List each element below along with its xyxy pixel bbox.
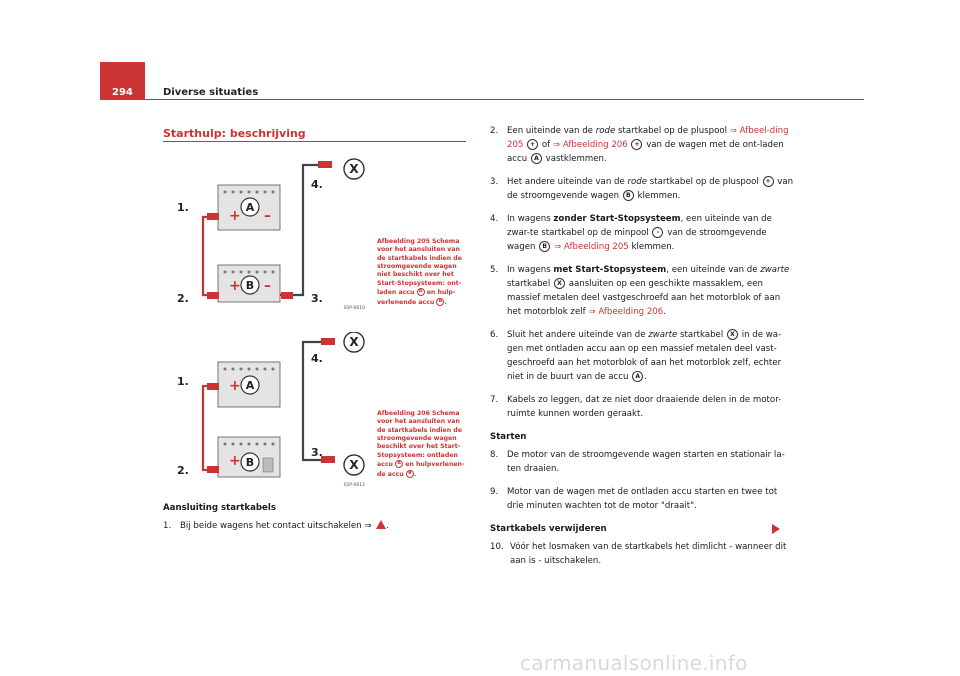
clamp-3 xyxy=(321,456,335,463)
step-3: 3. xyxy=(311,292,323,305)
badge-b: B xyxy=(623,190,634,201)
text: startkabel xyxy=(507,279,551,289)
badge-x: X xyxy=(554,278,565,289)
section-rule xyxy=(163,141,466,142)
minus-b: – xyxy=(264,278,271,294)
figure-link-206[interactable]: ⇒ Afbeelding 206 xyxy=(552,140,628,150)
list-item-2 xyxy=(490,124,795,166)
bold-text: met Start-Stopsysteem xyxy=(553,265,667,275)
item-text: Vóór het losmaken van de startkabels het dimlicht - wanneer dit aan is - uitschakelen. xyxy=(510,542,787,566)
plus-a: + xyxy=(229,208,241,224)
badge-a: A xyxy=(632,371,643,382)
caption-badge-a: A xyxy=(417,288,425,296)
item-number: 10. xyxy=(490,542,504,552)
badge-x-bottom: X xyxy=(349,458,359,472)
text: , een uiteinde van de zwar-te startkabel op de minpool xyxy=(507,214,772,238)
list-item-10 xyxy=(490,540,795,568)
plus-b: + xyxy=(229,453,241,469)
section-title: Starthulp: beschrijving xyxy=(163,127,306,140)
step-4: 4. xyxy=(311,352,323,365)
badge-x: X xyxy=(727,329,738,340)
emphasis: rode xyxy=(595,126,616,136)
clamp-4 xyxy=(321,338,335,345)
item-number: 6. xyxy=(490,330,499,340)
item-number: 4. xyxy=(490,214,499,224)
figure-code: S5P-0610 xyxy=(343,306,365,311)
plus-badge: + xyxy=(631,139,642,150)
step-2: 2. xyxy=(177,292,189,305)
text: , een uiteinde van de xyxy=(666,265,758,275)
caption-prefix: Afbeelding 205 xyxy=(377,238,430,245)
badge-x-top: X xyxy=(349,335,359,349)
minus-a: – xyxy=(264,208,271,224)
caption-prefix: Afbeelding 206 xyxy=(377,410,430,417)
plus-badge: + xyxy=(763,176,774,187)
item-number: 5. xyxy=(490,265,499,275)
item-number: 8. xyxy=(490,450,499,460)
step-4: 4. xyxy=(311,178,323,191)
text: van de stroomgevende wagen xyxy=(507,228,767,252)
badge-a: A xyxy=(245,379,255,392)
text: Het andere uiteinde van de xyxy=(507,177,625,187)
step-1: 1. xyxy=(177,201,189,214)
text: van de stroomgevende wagen xyxy=(507,177,794,201)
text: startkabel xyxy=(679,330,724,340)
caption-badge-a: A xyxy=(395,460,403,468)
emphasis: zwarte xyxy=(648,330,678,340)
clamp-1 xyxy=(207,213,219,220)
step-2: 2. xyxy=(177,464,189,477)
caption-206 xyxy=(377,410,467,479)
figure-link-205[interactable]: ⇒ Afbeel-ding 205 xyxy=(507,126,789,150)
text: In wagens xyxy=(507,214,551,224)
caption-text: Schema voor het aansluiten van de startkabels indien de stroomgevende wagen beschikt over het Start-Stopsysteem: ontladen accu xyxy=(377,410,462,469)
text: klemmen. xyxy=(631,242,675,252)
text: . xyxy=(644,372,647,382)
list-item-5 xyxy=(490,263,795,319)
text: . xyxy=(663,307,666,317)
text: Een uiteinde van de xyxy=(507,126,593,136)
caption-badge-b: B xyxy=(436,298,444,306)
minus-badge: - xyxy=(652,227,663,238)
item-number: 3. xyxy=(490,177,499,187)
plus-a: + xyxy=(229,378,241,394)
item-number: 2. xyxy=(490,126,499,136)
watermark: carmanualsonline.info xyxy=(520,651,748,675)
item-number: 7. xyxy=(490,395,499,405)
badge-a: A xyxy=(531,153,542,164)
list-item-1: 1. Bij beide wagens het contact uitschakelen ⇒ . xyxy=(163,521,390,531)
list-item-8 xyxy=(490,448,795,476)
clamp-4 xyxy=(318,161,332,168)
clamp-1 xyxy=(207,383,219,390)
text: vastklemmen. xyxy=(545,154,607,164)
text: startkabel op de pluspool xyxy=(649,177,759,187)
step-3: 3. xyxy=(311,446,323,459)
emphasis: rode xyxy=(627,177,648,187)
figure-206-diagram xyxy=(163,332,368,489)
figure-205 xyxy=(163,155,368,312)
clamp-2 xyxy=(207,292,219,299)
subheading-connect: Aansluiting startkabels xyxy=(163,503,276,513)
figure-link-206[interactable]: ⇒ Afbeelding 206 xyxy=(588,307,664,317)
running-header: Diverse situaties xyxy=(163,87,259,98)
text: klemmen. xyxy=(637,191,681,201)
item-text: Bij beide wagens het contact uitschakelen ⇒ xyxy=(180,521,372,531)
warning-icon[interactable] xyxy=(376,520,386,529)
plus-badge: + xyxy=(527,139,538,150)
text: in de wa-gen met ontladen accu aan op een massief metalen deel vast-geschroefd aan het motorblok of aan het motorblok zelf, echter niet in de buurt van de accu xyxy=(507,330,782,382)
header-rule xyxy=(100,99,864,100)
left-column xyxy=(163,501,463,542)
list-item-9 xyxy=(490,485,795,513)
badge-b: B xyxy=(539,241,550,252)
figure-link-205[interactable]: ⇒ Afbeelding 205 xyxy=(553,242,629,252)
bold-text: zonder Start-Stopsysteem xyxy=(553,214,681,224)
plus-b: + xyxy=(229,278,241,294)
badge-b: B xyxy=(245,279,255,292)
item-text: Kabels zo leggen, dat ze niet door draaiende delen in de motor-ruimte kunnen worden geraakt. xyxy=(507,395,782,419)
caption-end: . xyxy=(413,470,417,478)
badge-x: X xyxy=(349,162,359,176)
caption-text: Schema voor het aansluiten van de startkabels indien de stroomgevende wagen niet beschikt over het Start-Stopsysteem: ont-laden accu xyxy=(377,238,462,297)
item-number: 1. xyxy=(163,521,172,531)
caption-badge-b: B xyxy=(406,470,414,478)
list-item-4 xyxy=(490,212,795,254)
figure-code: S5P-0612 xyxy=(343,483,365,488)
subheading-start: Starten xyxy=(490,432,527,442)
clamp-3 xyxy=(281,292,293,299)
emphasis: zwarte xyxy=(760,265,790,275)
text: of xyxy=(541,140,551,150)
clamp-2 xyxy=(207,466,219,473)
page-number: 294 xyxy=(112,87,133,98)
item-text: Motor van de wagen met de ontladen accu starten en twee tot drie minuten wachten tot de motor "draait". xyxy=(507,487,778,511)
step-1: 1. xyxy=(177,375,189,388)
right-column xyxy=(490,124,795,577)
item-number: 9. xyxy=(490,487,499,497)
caption-205 xyxy=(377,238,467,307)
text: Sluit het andere uiteinde van de xyxy=(507,330,646,340)
text: aansluiten op een geschikte massaklem, een massief metalen deel vastgeschroefd aan het motorblok of aan het motorblok zelf xyxy=(507,279,781,317)
text: startkabel op de pluspool xyxy=(617,126,727,136)
list-item-7 xyxy=(490,393,795,421)
list-item-6 xyxy=(490,328,795,384)
list-item-3 xyxy=(490,175,795,203)
figure-206 xyxy=(163,332,368,489)
caption-mid: en hulpverlenen-de accu xyxy=(377,461,465,478)
caption-mid: en hulp-verlenende accu xyxy=(377,289,456,306)
text: van de wagen met de ont-laden accu xyxy=(507,140,784,164)
badge-b: B xyxy=(245,456,255,469)
text: In wagens xyxy=(507,265,551,275)
figure-205-diagram xyxy=(163,155,368,312)
subheading-remove: Startkabels verwijderen xyxy=(490,524,607,534)
badge-a: A xyxy=(245,201,255,214)
next-page-arrow-icon[interactable] xyxy=(772,524,780,534)
caption-end: . xyxy=(444,298,447,306)
item-text: De motor van de stroomgevende wagen starten en stationair la-ten draaien. xyxy=(507,450,785,474)
